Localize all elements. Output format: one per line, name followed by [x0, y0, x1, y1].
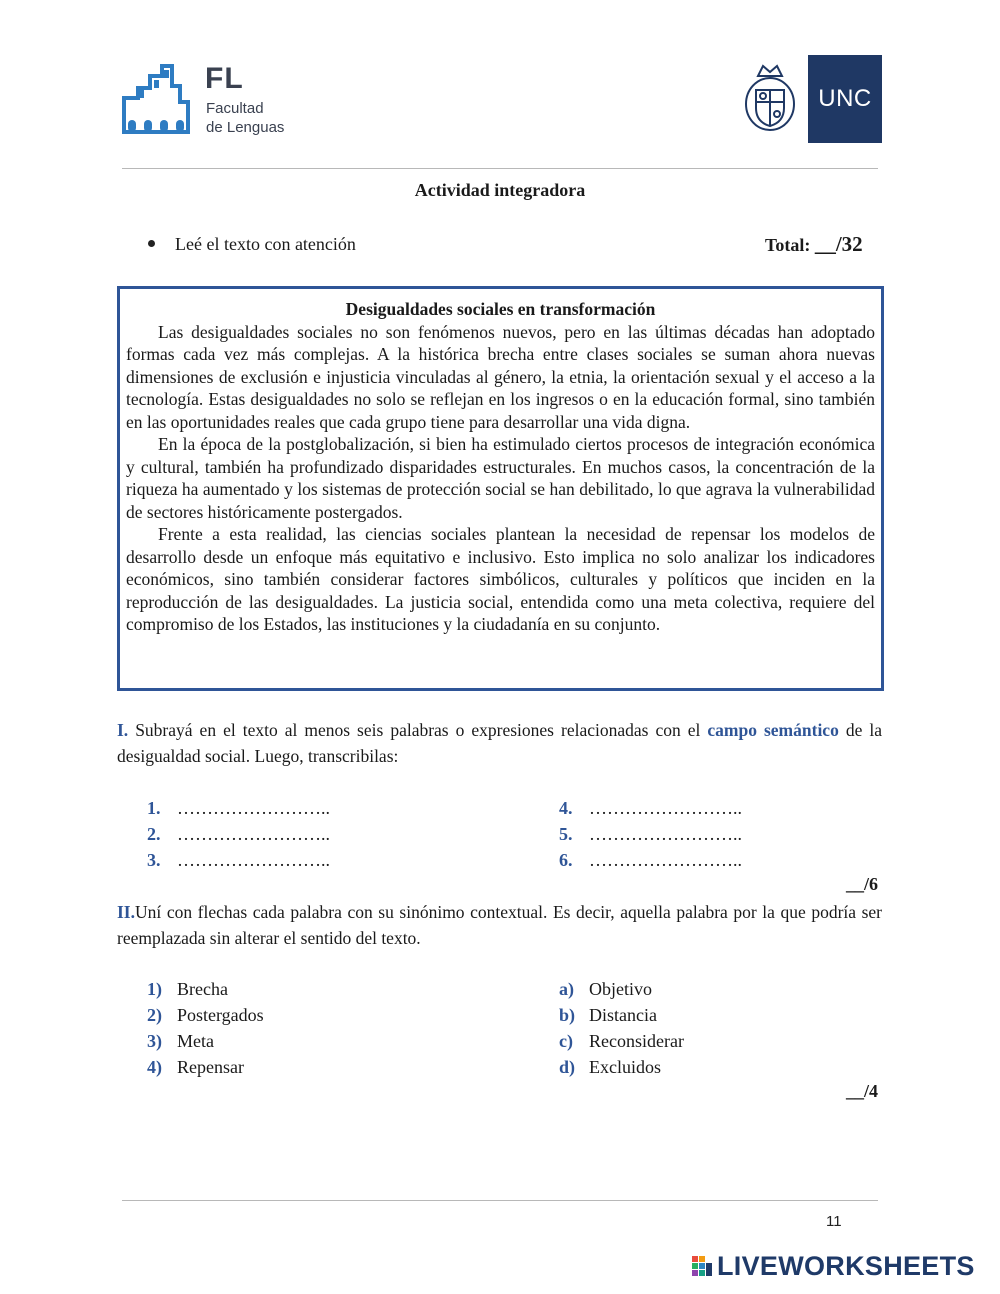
unc-logo: UNC — [808, 55, 882, 143]
blank-label: 6. — [559, 850, 573, 870]
instruction-bullet — [148, 234, 356, 255]
answer-blank-4[interactable] — [559, 795, 742, 821]
match-label: 3) — [147, 1031, 162, 1051]
question-1-prompt — [117, 717, 882, 769]
reading-text-box — [117, 286, 884, 691]
page-number: 11 — [826, 1213, 842, 1230]
answer-blank-1[interactable] — [147, 795, 330, 821]
fl-logo-initials: FL — [205, 62, 244, 95]
reading-title: Desigualdades sociales en transformación — [345, 299, 656, 319]
blank-dots[interactable]: …………………….. — [177, 850, 330, 870]
question-1-text: Subrayá en el texto al menos seis palabras o expresiones relacionadas con el — [128, 720, 708, 740]
blank-label: 5. — [559, 824, 573, 844]
question-1-highlight: campo semántico — [707, 720, 839, 740]
activity-title: Actividad integradora — [414, 180, 586, 200]
blank-label: 4. — [559, 798, 573, 818]
answer-blank-2[interactable] — [147, 821, 330, 847]
question-2-number: II. — [117, 902, 135, 922]
match-label: c) — [559, 1031, 573, 1051]
total-score — [765, 232, 863, 257]
blank-label: 2. — [147, 824, 161, 844]
match-label: 4) — [147, 1057, 162, 1077]
total-score-value: __/32 — [814, 232, 863, 256]
question-1-score: __/6 — [846, 874, 879, 894]
match-synonym-text: Objetivo — [589, 979, 652, 999]
match-label: 1) — [147, 979, 162, 999]
blank-dots[interactable]: …………………….. — [589, 798, 742, 818]
match-synonym[interactable] — [559, 1054, 661, 1080]
match-synonym[interactable] — [559, 976, 652, 1002]
match-word[interactable] — [147, 976, 228, 1002]
question-2-score: __/4 — [846, 1081, 879, 1101]
fl-logo-line1: Facultad — [206, 100, 264, 117]
total-label: Total: — [765, 235, 811, 255]
answer-blank-5[interactable] — [559, 821, 742, 847]
match-synonym[interactable] — [559, 1002, 657, 1028]
blank-dots[interactable]: …………………….. — [177, 798, 330, 818]
question-2-text: Uní con flechas cada palabra con su sinónimo contextual. Es decir, aquella palabra por la que podría ser reemplazada sin alterar el sentido del texto. — [117, 902, 882, 948]
fl-logo-line2: de Lenguas — [206, 119, 285, 136]
reading-paragraph: Frente a esta realidad, las ciencias sociales plantean la necesidad de repensar los modelos de desarrollo desde un enfoque más equitativo e inclusivo. Esto implica no solo analizar los indicadores económicos, sino también considerar factores simbólicos, culturales y políticos que inciden en la reproducción de las desigualdades. La justicia social, entendida como una meta colectiva, requiere del compromiso de los Estados, las instituciones y la ciudadanía en su conjunto. — [126, 524, 875, 634]
answer-blank-6[interactable] — [559, 847, 742, 873]
match-word-text: Brecha — [177, 979, 228, 999]
question-2-prompt — [117, 899, 882, 951]
match-synonym-text: Distancia — [589, 1005, 657, 1025]
blank-label: 3. — [147, 850, 161, 870]
match-synonym[interactable] — [559, 1028, 684, 1054]
reading-paragraph: En la época de la postglobalización, si bien ha estimulado ciertos procesos de integración económica y cultural, también ha profundizado disparidades estructurales. En muchos casos, la concentración de la riqueza ha aumentado y los sistemas de protección social se han debilitado, lo que agrava la vulnerabilidad de sectores históricamente postergados. — [126, 434, 875, 522]
reading-paragraph: Las desigualdades sociales no son fenómenos nuevos, pero en las últimas décadas han adoptado formas cada vez más complejas. A la histórica brecha entre clases sociales se suman ahora nuevas dimensiones de exclusión e injusticia vinculadas al género, la etnia, la orientación sexual y el acceso a la tecnología. Estas desigualdades no solo se reflejan en los ingresos o en la educación formal, sino también en las oportunidades reales que cada grupo tiene para desarrollar una vida digna. — [126, 321, 875, 432]
instruction-text: Leé el texto con atención — [175, 234, 356, 254]
question-1-number: I. — [117, 720, 129, 740]
blank-label: 1. — [147, 798, 161, 818]
match-synonym-text: Excluidos — [589, 1057, 661, 1077]
match-word[interactable] — [147, 1002, 264, 1028]
match-word[interactable] — [147, 1028, 214, 1054]
footer-divider — [122, 1200, 878, 1201]
match-label: d) — [559, 1057, 576, 1077]
bullet-icon — [148, 240, 155, 247]
unc-seal-icon — [741, 62, 799, 134]
match-word[interactable] — [147, 1054, 244, 1080]
question-1-text-end: de la desigualdad social. Luego, transcribilas: — [117, 720, 882, 766]
match-label: 2) — [147, 1005, 162, 1025]
match-label: a) — [559, 979, 574, 999]
match-word-text: Postergados — [177, 1005, 264, 1025]
match-label: b) — [559, 1005, 576, 1025]
blank-dots[interactable]: …………………….. — [589, 850, 742, 870]
answer-blank-3[interactable] — [147, 847, 330, 873]
match-synonym-text: Reconsiderar — [589, 1031, 684, 1051]
match-word-text: Meta — [177, 1031, 214, 1051]
blank-dots[interactable]: …………………….. — [589, 824, 742, 844]
liveworksheets-watermark: LIVEWORKSHEETS — [717, 1251, 975, 1281]
match-word-text: Repensar — [177, 1057, 244, 1077]
header-divider — [122, 168, 878, 169]
blank-dots[interactable]: …………………….. — [177, 824, 330, 844]
liveworksheets-icon — [692, 1256, 712, 1280]
